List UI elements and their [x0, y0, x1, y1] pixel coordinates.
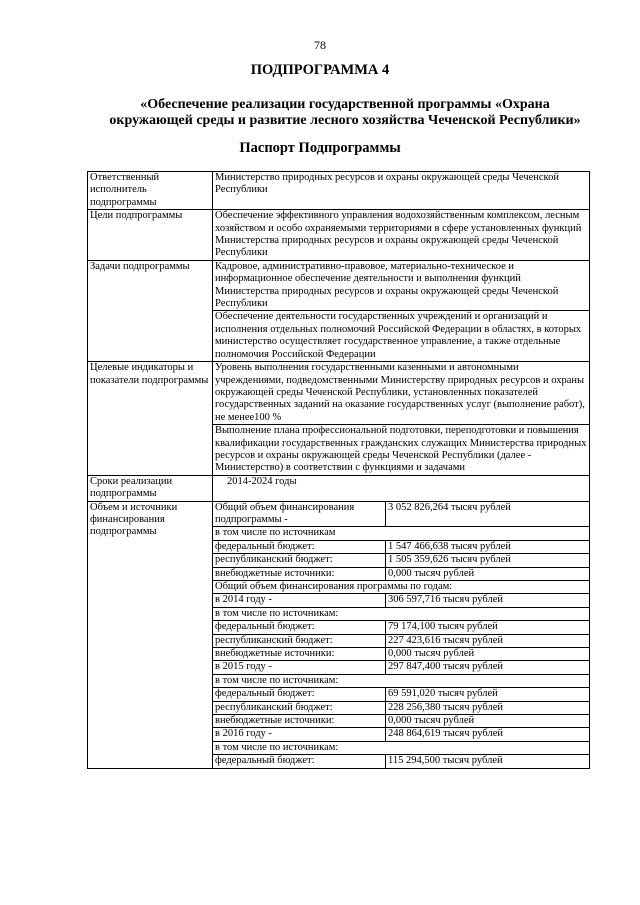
- financing-cell: [213, 501, 590, 768]
- table-row: [88, 260, 590, 361]
- fin-value: 0,000 тысяч рублей: [386, 648, 590, 661]
- task-item: Кадровое, административно-правовое, материально-техническое и информационное обеспечение деятельности и выполнения функций Министерства природных ресурсов и охраны окружающей среды Чеченской Республики: [215, 260, 559, 310]
- fin-value: 115 294,500 тысяч рублей: [386, 755, 590, 768]
- fin-value: 0,000 тысяч рублей: [386, 715, 590, 728]
- table-row: [88, 362, 590, 476]
- fin-label: федеральный бюджет:: [213, 621, 386, 634]
- fin-row: [213, 755, 589, 768]
- fin-value: 0,000 тысяч рублей: [386, 567, 590, 580]
- fin-label: в том числе по источникам:: [213, 674, 589, 687]
- row-label: Ответственный исполнитель подпрограммы: [88, 172, 213, 210]
- fin-row: [213, 634, 589, 647]
- fin-row: [213, 581, 589, 594]
- page-number: 78: [314, 38, 326, 52]
- fin-value: 1 547 466,638 тысяч рублей: [386, 540, 590, 553]
- row-value: [213, 260, 590, 361]
- subprogram-title: ПОДПРОГРАММА 4: [250, 62, 390, 78]
- fin-row: [213, 527, 589, 540]
- row-label: Задачи подпрограммы: [88, 260, 213, 361]
- task-item: Обеспечение деятельности государственных учреждений и организаций и исполнения отдельных полномочий Российской Федерации в областях, в которых министерство осуществляет государственное управление, а также отдельные полномочия Российской Федерации: [213, 310, 589, 361]
- indicator-item: Уровень выполнения государственными казенными и автономными учреждениями, подведомственными Министерству природных ресурсов и охраны окружающей среды Чеченской Республики, установленных показателей государственных заданий на оказание государственных услуг (выполнение работ), не менее100 %: [215, 362, 585, 423]
- table-row: [88, 210, 590, 261]
- table-row: [88, 172, 590, 210]
- fin-label: внебюджетные источники:: [213, 567, 386, 580]
- fin-value: 248 864,619 тысяч рублей: [386, 728, 590, 741]
- fin-label: республиканский бюджет:: [213, 634, 386, 647]
- fin-label: республиканский бюджет:: [213, 554, 386, 567]
- fin-row: [213, 594, 589, 607]
- table-row: [88, 501, 590, 768]
- financing-table: [213, 502, 589, 768]
- fin-value: 69 591,020 тысяч рублей: [386, 688, 590, 701]
- fin-year-label: в 2016 году -: [213, 728, 386, 741]
- fin-row: [213, 688, 589, 701]
- fin-label: внебюджетные источники:: [213, 648, 386, 661]
- fin-value: 79 174,100 тысяч рублей: [386, 621, 590, 634]
- passport-table: [87, 171, 590, 769]
- fin-row: [213, 567, 589, 580]
- passport-title: Паспорт Подпрограммы: [239, 140, 401, 156]
- fin-label: федеральный бюджет:: [213, 540, 386, 553]
- fin-label: республиканский бюджет:: [213, 701, 386, 714]
- fin-row: [213, 621, 589, 634]
- row-value: [213, 362, 590, 476]
- fin-row: [213, 741, 589, 754]
- fin-row: [213, 728, 589, 741]
- fin-row: [213, 554, 589, 567]
- fin-row: [213, 661, 589, 674]
- fin-value: 227 423,616 тысяч рублей: [386, 634, 590, 647]
- fin-label: федеральный бюджет:: [215, 755, 315, 767]
- fin-row: [213, 502, 589, 527]
- row-label: Цели подпрограммы: [88, 210, 213, 261]
- fin-value: 297 847,400 тысяч рублей: [386, 661, 590, 674]
- fin-label: в том числе по источникам:: [213, 607, 589, 620]
- fin-label: Общий объем финансирования подпрограммы -: [213, 502, 386, 527]
- fin-label: в том числе по источникам:: [213, 741, 589, 754]
- table-row: [88, 475, 590, 501]
- fin-row: [213, 674, 589, 687]
- row-label: Целевые индикаторы и показатели подпрограммы: [88, 362, 213, 476]
- fin-value: 306 597,716 тысяч рублей: [386, 594, 590, 607]
- fin-value: 228 256,380 тысяч рублей: [386, 701, 590, 714]
- fin-row: [213, 607, 589, 620]
- fin-label: федеральный бюджет:: [213, 688, 386, 701]
- row-value: Обеспечение эффективного управления водохозяйственным комплексом, лесным хозяйством и особо охраняемыми территориями в сфере установленных функций Министерства природных ресурсов и охраны окружающей среды Чеченской Республики: [213, 210, 590, 261]
- row-value: Министерство природных ресурсов и охраны окружающей среды Чеченской Республики: [213, 172, 590, 210]
- fin-row: [213, 701, 589, 714]
- row-label: Сроки реализации подпрограммы: [88, 475, 213, 501]
- fin-year-label: в 2014 году -: [213, 594, 386, 607]
- fin-year-label: в 2015 году -: [213, 661, 386, 674]
- fin-row: [213, 540, 589, 553]
- row-label: Объем и источники финансирования подпрограммы: [88, 501, 213, 768]
- fin-label: Общий объем финансирования программы по годам:: [213, 581, 589, 594]
- fin-value: 3 052 826,264 тысяч рублей: [386, 502, 590, 527]
- subprogram-subtitle: «Обеспечение реализации государственной программы «Охрана окружающей среды и развитие лесного хозяйства Чеченской Республики»: [109, 97, 581, 128]
- fin-value: 1 505 359,626 тысяч рублей: [386, 554, 590, 567]
- indicator-item: Выполнение плана профессиональной подготовки, переподготовки и повышения квалификации государственных гражданских служащих Министерства природных ресурсов и охраны окружающей среды Чеченской Республики (далее - Министерство) в соответствии с функциями и задачами: [213, 424, 589, 475]
- row-value: 2014-2024 годы: [213, 475, 590, 501]
- fin-row: [213, 648, 589, 661]
- fin-label: внебюджетные источники:: [213, 715, 386, 728]
- fin-label: в том числе по источникам: [213, 527, 589, 540]
- fin-row: [213, 715, 589, 728]
